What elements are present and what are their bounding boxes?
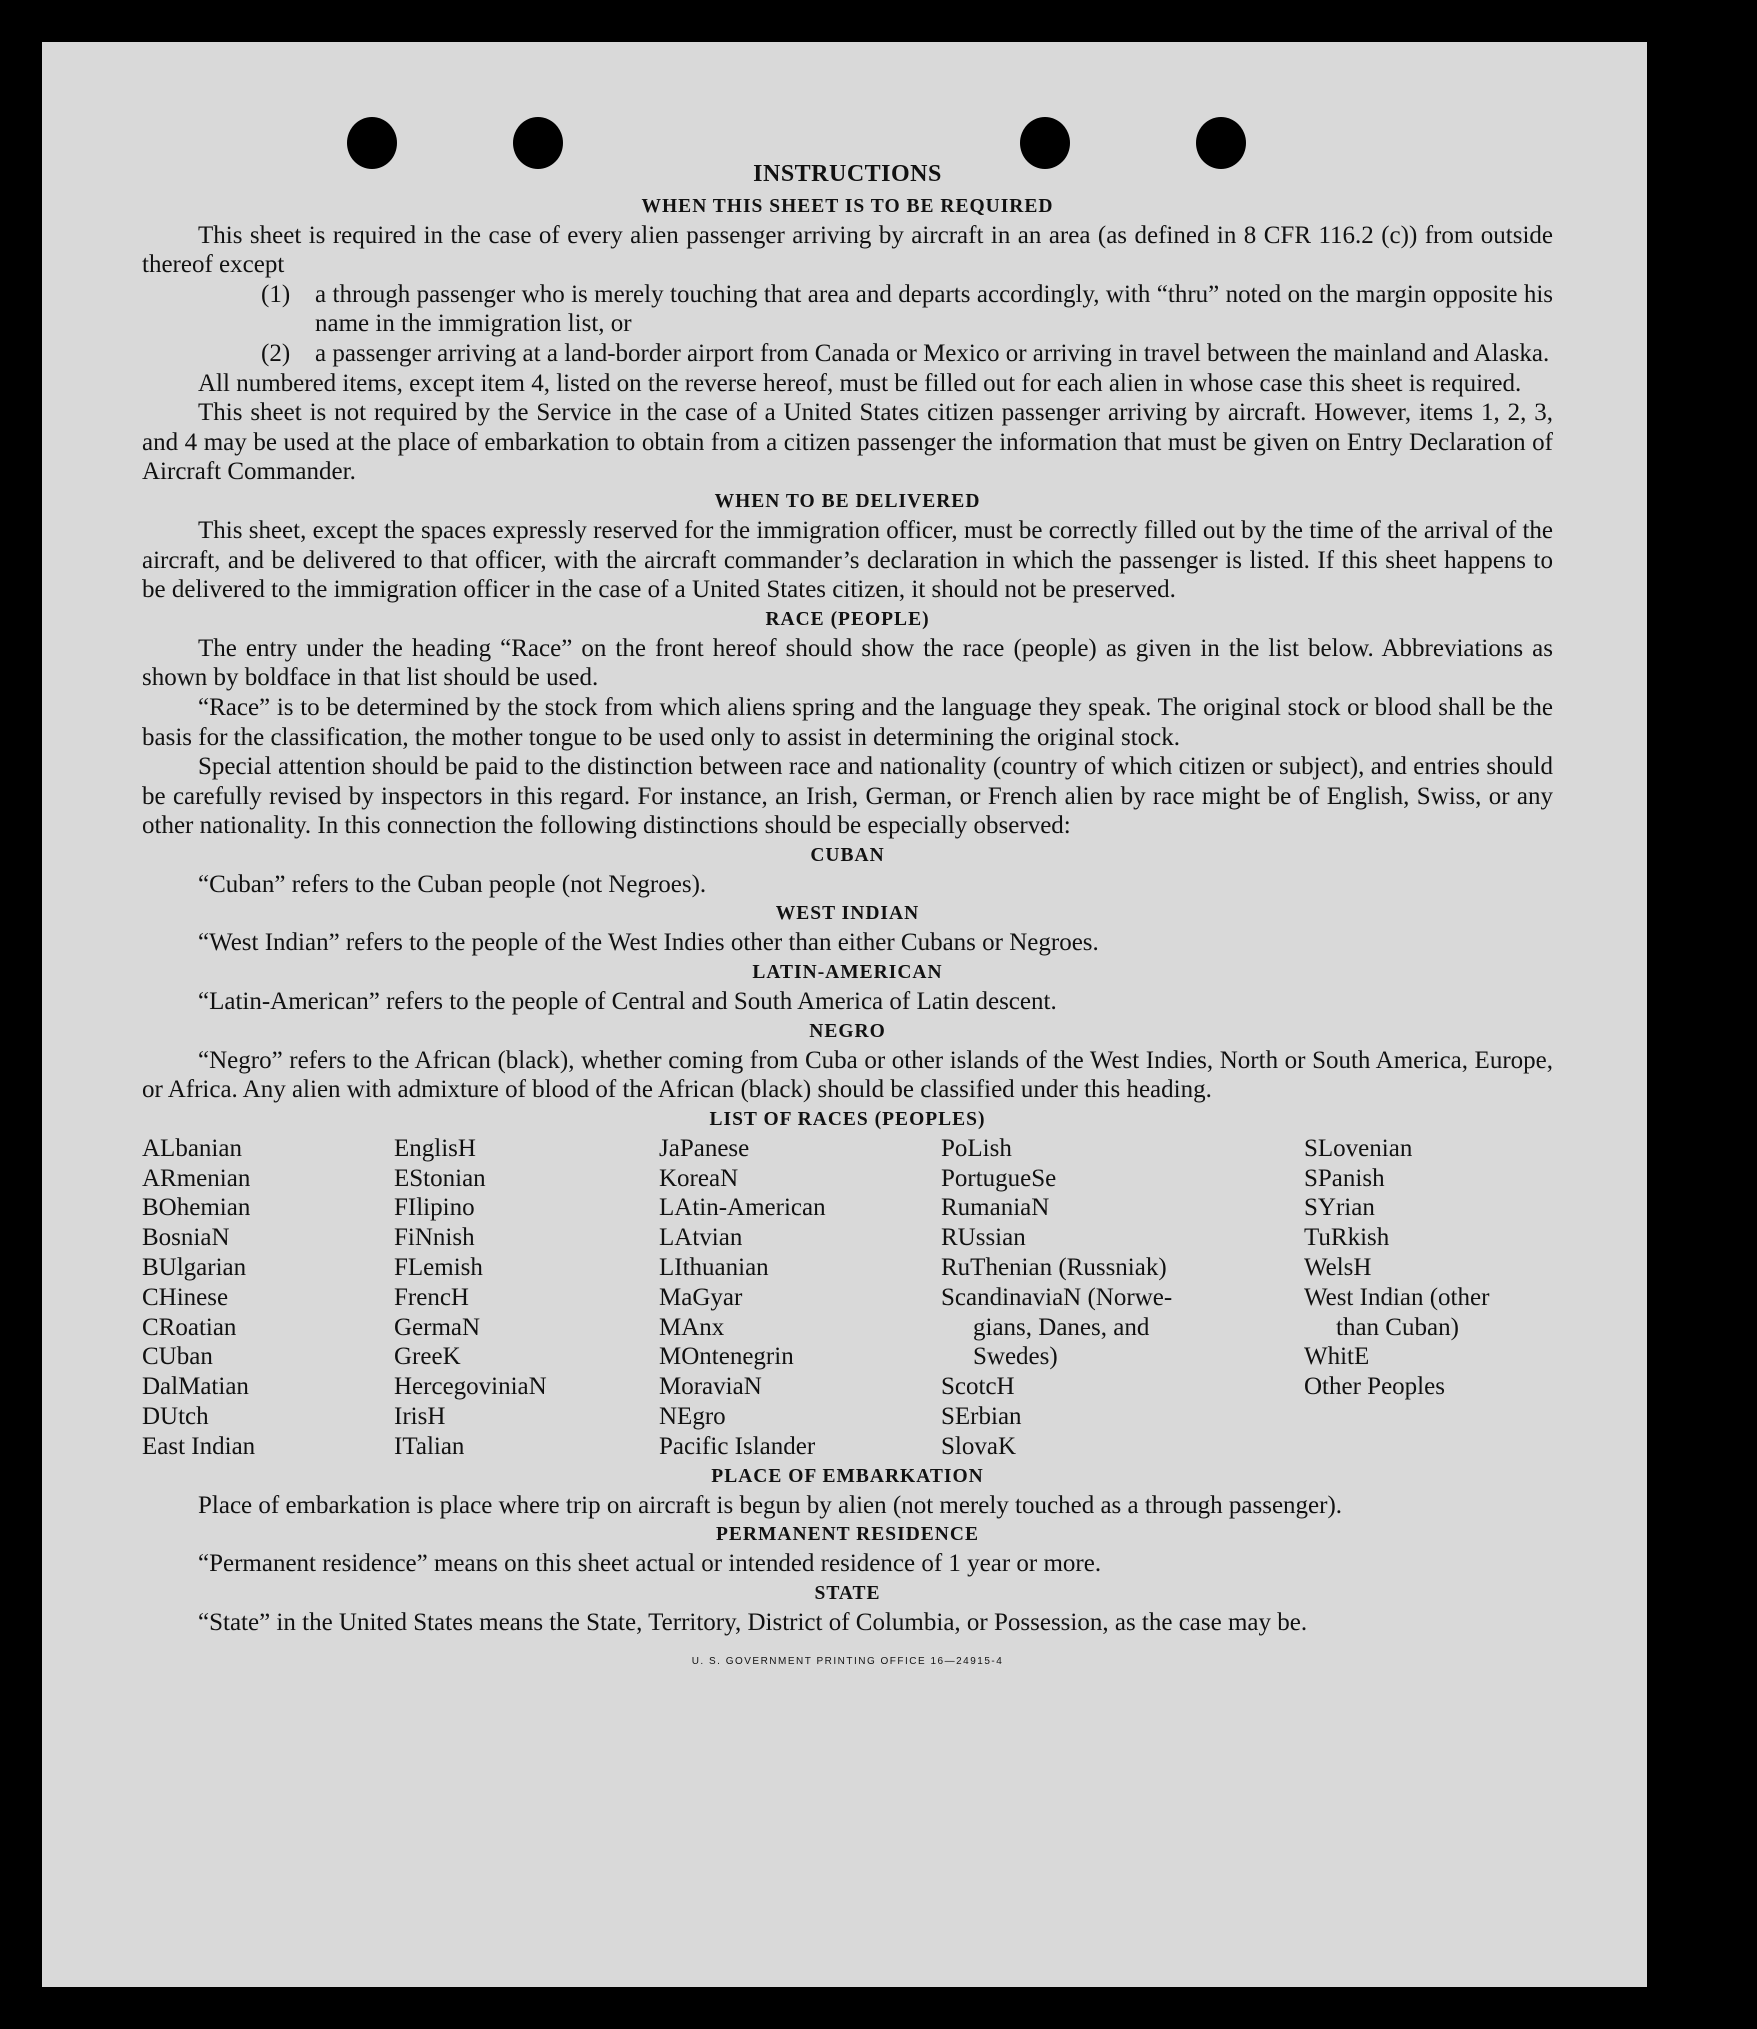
race-entry: JaPanese (659, 1134, 750, 1162)
race-entry: WelsH (1304, 1254, 1372, 1282)
races-column (1304, 1134, 1553, 1462)
races-column (394, 1134, 659, 1462)
race-entry: BosniaN (142, 1224, 230, 1252)
race-entry: LIthuanian (659, 1254, 769, 1282)
instructions-text (142, 118, 1553, 1677)
race-entry: FrencH (394, 1283, 469, 1311)
race-entry: than Cuban) (1336, 1313, 1459, 1341)
race-entry: SLovenian (1304, 1134, 1413, 1162)
race-entry: TuRkish (1304, 1224, 1390, 1252)
race-entry: KoreaN (659, 1164, 739, 1192)
heading-negro: NEGRO (809, 1020, 886, 1042)
race-entry: ScandinaviaN (Norwe- (941, 1283, 1173, 1311)
list-item: (1) a through passenger who is merely touching that area and departs accordingly, with “thru” noted on the margin opposite his name in the immigration list, or (261, 280, 1553, 338)
race-entry: WhitE (1304, 1343, 1370, 1371)
race-entry: Other Peoples (1304, 1373, 1445, 1401)
race-entry: West Indian (other (1304, 1283, 1490, 1311)
definition: “Latin-American” refers to the people of Central and South America of Latin descent. (198, 988, 1057, 1016)
paragraph: This sheet is not required by the Service in the case of a United States citizen passenger arriving by aircraft. However, items 1, 2, 3, and 4 may be used at the place of embarkation to obtain from a citizen passenger the information that must be given on Entry Declaration of Aircraft Commander. (142, 399, 1553, 486)
heading-required: WHEN THIS SHEET IS TO BE REQUIRED (641, 195, 1054, 217)
race-entry: ITalian (394, 1432, 465, 1460)
paragraph: This sheet, except the spaces expressly reserved for the immigration officer, must be correctly filled out by the time of the arrival of the aircraft, and be delivered to that officer, with the aircraft commander’s declaration in which the passenger is listed. If this sheet happens to be delivered to the immigration officer in the case of a United States citizen, it should not be preserved. (142, 516, 1553, 604)
race-entry: MaGyar (659, 1283, 743, 1311)
race-entry: FiNnish (394, 1224, 475, 1252)
race-entry: DUtch (142, 1403, 209, 1431)
race-entry: gians, Danes, and (973, 1313, 1150, 1341)
races-column (941, 1134, 1304, 1462)
definition: “West Indian” refers to the people of the West Indies other than either Cubans or Negroes. (198, 929, 1099, 957)
race-entry: PoLish (941, 1134, 1012, 1162)
race-entry: RumaniaN (941, 1194, 1050, 1222)
heading-state: STATE (814, 1582, 881, 1604)
race-entry: East Indian (142, 1432, 256, 1460)
definition: “State” in the United States means the State, Territory, District of Columbia, or Possession, as the case may be. (198, 1608, 1308, 1636)
race-entry: CHinese (142, 1283, 229, 1311)
race-entry: LAtin-American (659, 1194, 826, 1222)
race-entry: SPanish (1304, 1164, 1385, 1192)
document-page (42, 42, 1647, 1987)
paragraph: This sheet is required in the case of every alien passenger arriving by aircraft in an area (as defined in 8 CFR 116.2 (c)) from outside thereof except (142, 221, 1553, 279)
race-entry: NEgro (659, 1403, 726, 1431)
race-entry: FIlipino (394, 1194, 475, 1222)
definition: “Negro” refers to the African (black), whether coming from Cuba or other islands of the West Indies, North or South America, Europe, or Africa. Any alien with admixture of blood of the African (black) should be classified under this heading. (142, 1046, 1553, 1104)
race-entry: IrisH (394, 1403, 446, 1431)
list-item: (2) a passenger arriving at a land-border airport from Canada or Mexico or arriving in travel between the mainland and Alaska. (261, 339, 1550, 367)
race-entry: GermaN (394, 1313, 481, 1341)
heading-embarkation: PLACE OF EMBARKATION (711, 1465, 984, 1487)
race-entry: SlovaK (941, 1432, 1016, 1460)
race-entry: ARmenian (142, 1164, 251, 1192)
race-entry: MoraviaN (659, 1373, 762, 1401)
paragraph: All numbered items, except item 4, listed on the reverse hereof, must be filled out for each alien in whose case this sheet is required. (198, 369, 1522, 397)
race-entry: Swedes) (973, 1343, 1058, 1371)
races-list (142, 1134, 1553, 1462)
race-entry: CRoatian (142, 1313, 237, 1341)
race-entry: BUlgarian (142, 1254, 247, 1282)
race-entry: Pacific Islander (659, 1432, 816, 1460)
definition: Place of embarkation is place where trip on aircraft is begun by alien (not merely touched as a through passenger). (198, 1491, 1343, 1519)
heading-race: RACE (PEOPLE) (765, 608, 930, 630)
race-entry: SYrian (1304, 1194, 1375, 1222)
race-entry: RUssian (941, 1224, 1026, 1252)
races-column (142, 1134, 394, 1462)
race-entry: ScotcH (941, 1373, 1015, 1401)
race-entry: HercegoviniaN (394, 1373, 547, 1401)
race-entry: EnglisH (394, 1134, 476, 1162)
definition: “Cuban” refers to the Cuban people (not Negroes). (198, 870, 707, 898)
race-entry: FLemish (394, 1254, 483, 1282)
heading-permanent-residence: PERMANENT RESIDENCE (716, 1524, 979, 1546)
race-entry: PortugueSe (941, 1164, 1057, 1192)
heading-latin-american: LATIN-AMERICAN (752, 962, 943, 984)
race-entry: MOntenegrin (659, 1343, 794, 1371)
race-entry: EStonian (394, 1164, 486, 1192)
race-entry: ALbanian (142, 1134, 242, 1162)
page-title: INSTRUCTIONS (753, 161, 942, 187)
definition: “Permanent residence” means on this sheet actual or intended residence of 1 year or more. (198, 1550, 1102, 1578)
race-entry: SErbian (941, 1403, 1022, 1431)
race-entry: MAnx (659, 1313, 725, 1341)
races-column (659, 1134, 941, 1462)
race-entry: LAtvian (659, 1224, 743, 1252)
printer-imprint: U. S. GOVERNMENT PRINTING OFFICE 16—24915-4 (691, 1656, 1004, 1668)
heading-west-indian: WEST INDIAN (775, 903, 920, 925)
paragraph: Special attention should be paid to the distinction between race and nationality (country of which citizen or subject), and entries should be carefully revised by inspectors in this regard. For instance, an Irish, German, or French alien by race might be of English, Swiss, or any other nationality. In this connection the following distinctions should be especially observed: (142, 753, 1553, 840)
race-entry: DalMatian (142, 1373, 249, 1401)
race-entry: GreeK (394, 1343, 461, 1371)
paragraph: The entry under the heading “Race” on the front hereof should show the race (people) as given in the list below. Abbreviations as shown by boldface in that list should be used. (142, 634, 1553, 692)
heading-cuban: CUBAN (810, 844, 885, 866)
race-entry: RuThenian (Russniak) (941, 1254, 1167, 1282)
race-entry: CUban (142, 1343, 213, 1371)
paragraph: “Race” is to be determined by the stock from which aliens spring and the language they speak. The original stock or blood shall be the basis for the classification, the mother tongue to be used only to assist in determining the original stock. (142, 693, 1553, 751)
heading-list-of-races: LIST OF RACES (PEOPLES) (709, 1108, 986, 1130)
race-entry: BOhemian (142, 1194, 251, 1222)
heading-delivered: WHEN TO BE DELIVERED (714, 490, 981, 512)
